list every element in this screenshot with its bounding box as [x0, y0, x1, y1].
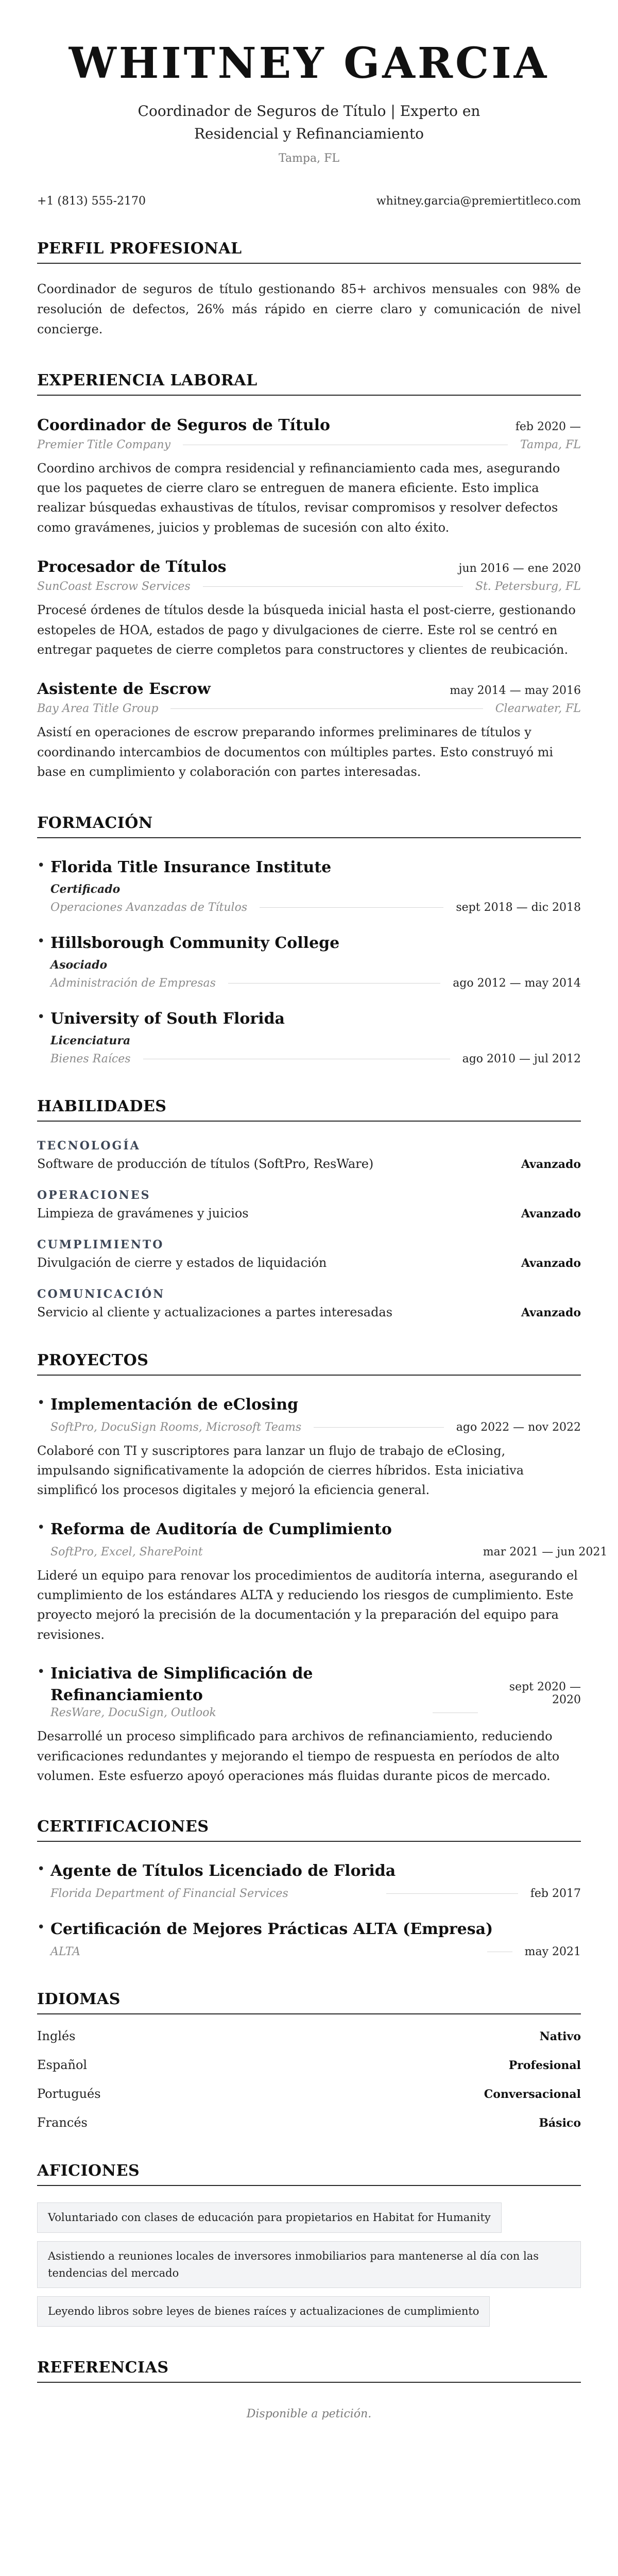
skill-category: TECNOLOGÍA	[37, 1139, 141, 1153]
job-entry	[37, 680, 581, 782]
references-section	[37, 2359, 581, 2420]
project-entry	[37, 1394, 581, 1434]
hobby-list	[37, 2194, 581, 2326]
language-name: Francés	[37, 2115, 88, 2130]
section-heading: REFERENCIAS	[37, 2359, 581, 2383]
certification-issuer: ALTA	[50, 1945, 81, 1959]
job-title: Coordinador de Seguros de Título	[37, 416, 331, 434]
language-row	[37, 2029, 581, 2043]
certification-date: may 2021	[524, 1945, 581, 1959]
job-date: may 2014 — may 2016	[450, 684, 581, 698]
degree-type: Licenciatura	[50, 1033, 131, 1047]
section-heading: FORMACIÓN	[37, 814, 581, 838]
skill-level: Avanzado	[521, 1256, 581, 1270]
project-description: Desarrollé un proceso simplificado para archivos de refinanciamiento, reduciendo verificaciones redundantes y mejorando el tiempo de respuesta en períodos de alto volumen. Este esfuerzo apoyó operaciones más fluidas durante picos de mercado.	[37, 1729, 560, 1784]
education-entry	[37, 1008, 581, 1065]
project-date: ago 2022 — nov 2022	[456, 1420, 581, 1434]
section-heading: PERFIL PROFESIONAL	[37, 240, 581, 264]
candidate-title: Coordinador de Seguros de Título | Experto en Residencial y Refinanciamiento	[138, 103, 480, 142]
leader-line	[260, 907, 443, 908]
field-of-study: Bienes Raíces	[50, 1052, 131, 1065]
candidate-name: WHITNEY GARCIA	[68, 39, 550, 88]
project-description: Lideré un equipo para renovar los procedimientos de auditoría interna, asegurando el cumplimiento de los estándares ALTA y reduciendo los riesgos de cumplimiento. Este proyecto mejoró la precisión de la documentación y la preparación del equipo para revisiones.	[37, 1568, 578, 1642]
leader-line	[170, 708, 483, 709]
education-entry	[37, 857, 581, 914]
job-location: Clearwater, FL	[495, 702, 581, 716]
certification-issuer: Florida Department of Financial Services	[50, 1887, 288, 1901]
project-date	[509, 1681, 581, 1706]
skill-category: COMUNICACIÓN	[37, 1287, 165, 1301]
leader-line	[228, 983, 440, 984]
job-date: feb 2020 —	[515, 420, 581, 433]
hobby-tag: Asistiendo a reuniones locales de inversores inmobiliarios para mantenerse al día con las tendencias del mercado	[37, 2241, 581, 2288]
section-heading: EXPERIENCIA LABORAL	[37, 371, 581, 396]
project-date-end: 2020	[552, 1693, 581, 1707]
job-description: Coordino archivos de compra residencial y refinanciamiento cada mes, asegurando que los paquetes de cierre claro se entreguen de manera eficiente. Esto implica realizar búsquedas exhaustivas de títulos, revisar compromisos y resolver defectos como gravámenes, juicios y problemas de sucesión con alto éxito.	[37, 461, 560, 535]
skill-level: Avanzado	[521, 1157, 581, 1171]
language-level: Conversacional	[484, 2088, 581, 2102]
education-date: ago 2012 — may 2014	[453, 976, 581, 990]
section-heading: AFICIONES	[37, 2162, 581, 2186]
school-name: • Florida Title Insurance Institute	[50, 858, 332, 876]
job-description: Asistí en operaciones de escrow preparando informes preliminares de títulos y coordinando intercambios de documentos con múltiples partes. Esto construyó mi base en cumplimiento y colaboración con partes interesadas.	[37, 725, 554, 779]
language-level: Básico	[539, 2116, 581, 2130]
leader-line	[314, 1427, 444, 1428]
job-date: jun 2016 — ene 2020	[458, 562, 581, 575]
skill-row	[37, 1256, 581, 1270]
language-level: Nativo	[539, 2030, 581, 2044]
section-heading: CERTIFICACIONES	[37, 1818, 581, 1842]
skill-level: Avanzado	[521, 1306, 581, 1319]
certification-entry	[37, 1919, 581, 1958]
experience-section	[37, 371, 581, 782]
project-title: • Implementación de eClosing	[50, 1395, 299, 1414]
project-entry	[37, 1663, 581, 1719]
job-title: Procesador de Títulos	[37, 558, 227, 577]
project-tools: SoftPro, Excel, SharePoint	[50, 1545, 203, 1558]
certifications-section	[37, 1818, 581, 1958]
profile-section	[37, 240, 581, 340]
school-name: • Hillsborough Community College	[50, 934, 340, 952]
project-description: Colaboré con TI y suscriptores para lanzar un flujo de trabajo de eClosing, impulsando significativamente la adopción de cierres híbridos. Esta iniciativa simplificó los procesos digitales y mejoró la eficiencia general.	[37, 1443, 524, 1498]
email-address[interactable]: whitney.garcia@premiertitleco.com	[376, 194, 581, 208]
candidate-location: Tampa, FL	[278, 151, 339, 165]
language-row	[37, 2087, 581, 2101]
phone-number[interactable]: +1 (813) 555-2170	[37, 194, 146, 208]
job-entry	[37, 416, 581, 538]
language-row	[37, 2058, 581, 2072]
references-text: Disponible a petición.	[246, 2407, 372, 2420]
language-name: Portugués	[37, 2087, 101, 2102]
school-name: • University of South Florida	[50, 1009, 285, 1028]
leader-line	[203, 586, 463, 587]
project-tools: ResWare, DocuSign, Outlook	[50, 1706, 216, 1720]
job-location: St. Petersburg, FL	[475, 580, 581, 594]
job-company: Premier Title Company	[37, 438, 171, 451]
projects-section	[37, 1351, 608, 1786]
project-date-start: sept 2020 —	[509, 1681, 581, 1694]
field-of-study: Administración de Empresas	[50, 976, 216, 990]
education-date: sept 2018 — dic 2018	[456, 901, 581, 914]
certification-date: feb 2017	[530, 1887, 581, 1901]
skill-level: Avanzado	[521, 1207, 581, 1221]
skill-row	[37, 1305, 581, 1319]
skill-row	[37, 1157, 581, 1171]
project-title: • Reforma de Auditoría de Cumplimiento	[50, 1520, 392, 1538]
degree-type: Certificado	[50, 882, 121, 896]
field-of-study: Operaciones Avanzadas de Títulos	[50, 901, 248, 914]
certification-title: • Agente de Títulos Licenciado de Florida	[50, 1862, 396, 1880]
job-description: Procesé órdenes de títulos desde la búsqueda inicial hasta el post-cierre, gestionando estopeles de HOA, estados de pago y divulgaciones de cierre. Este rol se centró en entregar paquetes de cierre completos para constructores y clientes de reubicación.	[37, 603, 576, 657]
language-name: Español	[37, 2058, 88, 2073]
skill-row	[37, 1206, 581, 1221]
education-entry	[37, 933, 581, 990]
skill-name: Divulgación de cierre y estados de liquidación	[37, 1255, 327, 1270]
section-heading: IDIOMAS	[37, 1990, 581, 2014]
leader-line	[386, 1893, 518, 1894]
project-entry	[37, 1519, 608, 1558]
resume-header	[37, 0, 581, 208]
languages-section	[37, 1990, 581, 2130]
language-row	[37, 2115, 581, 2130]
skill-category: CUMPLIMIENTO	[37, 1238, 164, 1251]
hobby-tag: Leyendo libros sobre leyes de bienes raíces y actualizaciones de cumplimiento	[37, 2296, 490, 2327]
profile-summary: Coordinador de seguros de título gestionando 85+ archivos mensuales con 98% de resolución de defectos, 26% más rápido en cierre claro y comunicación de nivel concierge.	[37, 281, 581, 336]
degree-type: Asociado	[50, 958, 108, 972]
skill-name: Servicio al cliente y actualizaciones a partes interesadas	[37, 1304, 393, 1319]
job-company: Bay Area Title Group	[37, 702, 159, 716]
job-company: SunCoast Escrow Services	[37, 580, 191, 594]
job-entry	[37, 558, 581, 659]
hobbies-section	[37, 2162, 581, 2326]
skills-section	[37, 1097, 581, 1319]
job-location: Tampa, FL	[520, 438, 581, 451]
project-tools: SoftPro, DocuSign Rooms, Microsoft Teams	[50, 1420, 302, 1434]
skill-name: Limpieza de gravámenes y juicios	[37, 1206, 249, 1221]
language-level: Profesional	[508, 2059, 581, 2073]
section-heading: HABILIDADES	[37, 1097, 581, 1122]
language-name: Inglés	[37, 2029, 76, 2044]
section-heading: PROYECTOS	[37, 1351, 581, 1376]
education-section	[37, 814, 581, 1065]
project-date: mar 2021 — jun 2021	[483, 1545, 608, 1558]
skill-category: OPERACIONES	[37, 1188, 151, 1202]
hobby-tag: Voluntariado con clases de educación para propietarios en Habitat for Humanity	[37, 2202, 502, 2233]
contact-row	[37, 195, 581, 208]
project-title: • Iniciativa de Simplificación de Refinanciamiento	[50, 1665, 313, 1705]
education-date: ago 2010 — jul 2012	[462, 1052, 581, 1065]
job-title: Asistente de Escrow	[37, 680, 211, 699]
certification-title: • Certificación de Mejores Prácticas ALTA (Empresa)	[50, 1920, 493, 1939]
skill-name: Software de producción de títulos (SoftPro, ResWare)	[37, 1156, 374, 1171]
certification-entry	[37, 1860, 581, 1900]
